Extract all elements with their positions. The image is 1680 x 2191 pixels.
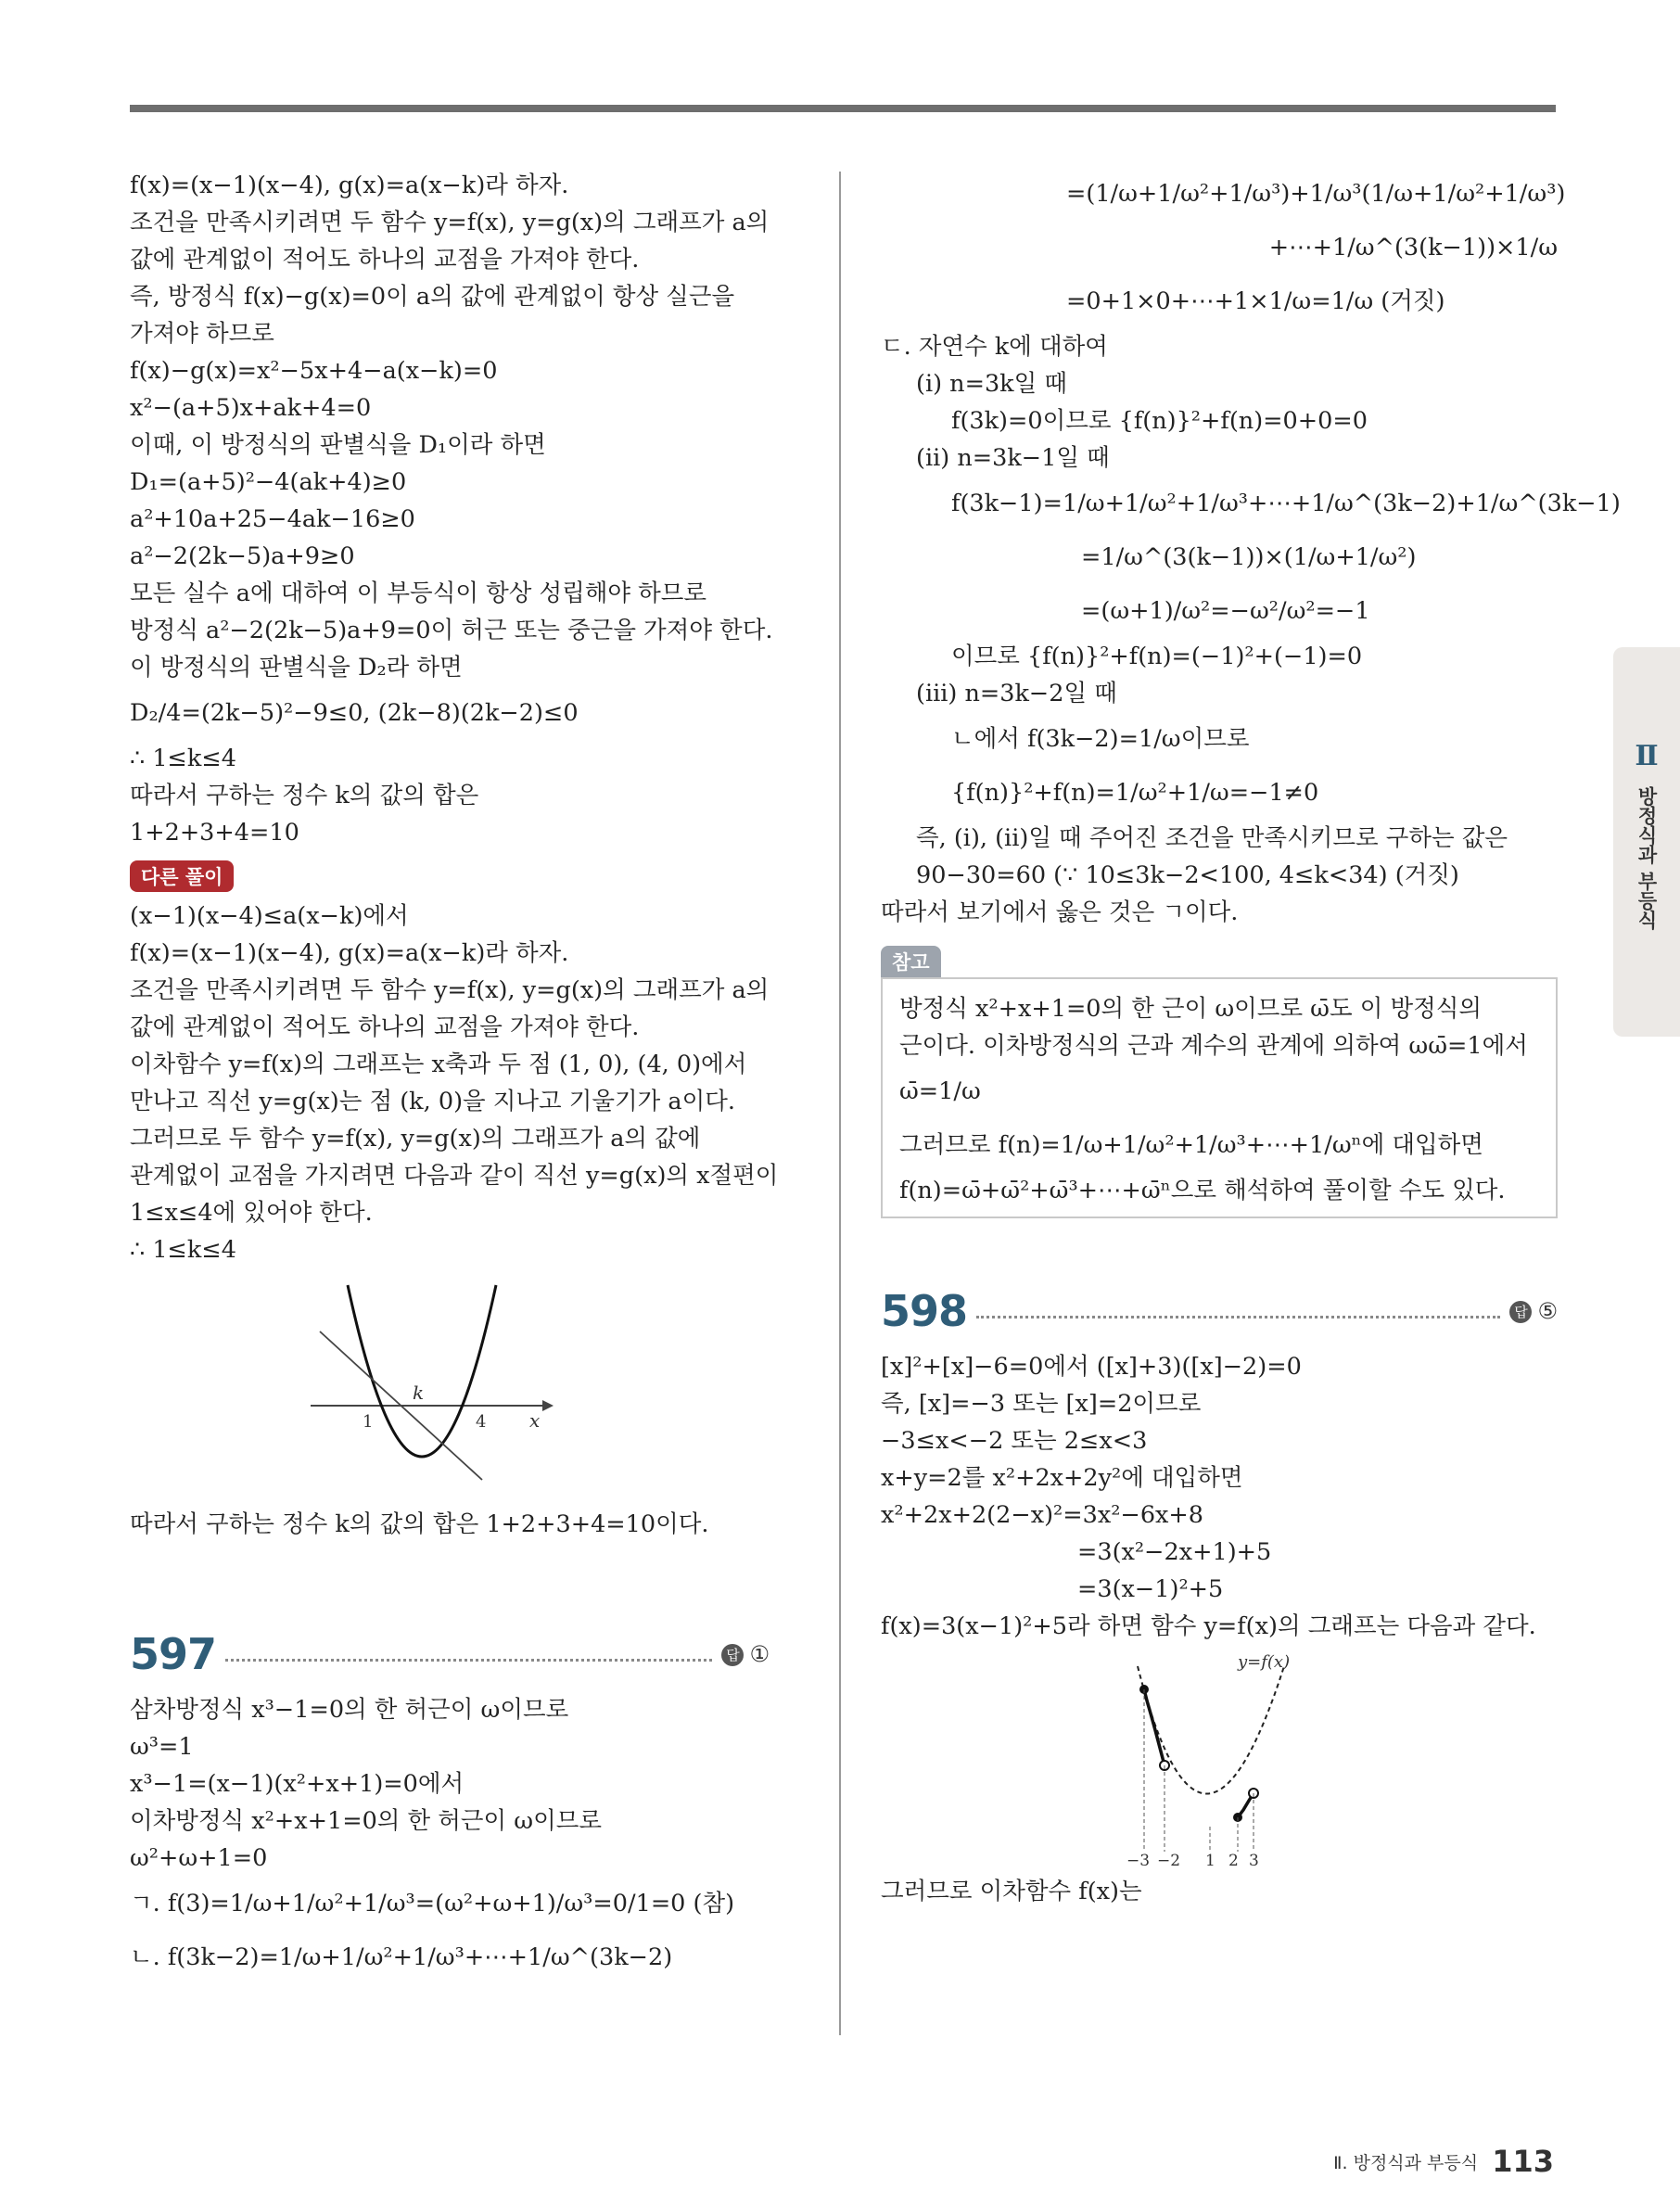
answer-label: 답 [1509, 1301, 1532, 1323]
note-badge: 참고 [881, 946, 941, 977]
equation-line: =0+1×0+⋯+1×1/ω=1/ω (거짓) [1066, 287, 1445, 315]
equation-line: ω³=1 [130, 1733, 194, 1761]
tick-label: −2 [1157, 1852, 1181, 1866]
label-1: 1 [363, 1412, 374, 1432]
text-line: 즉, (i), (ii)일 때 주어진 조건을 만족시키므로 구하는 값은 [916, 824, 1508, 852]
label-k: k [413, 1382, 425, 1404]
equation-line: a²+10a+25−4ak−16≥0 [130, 505, 415, 533]
text-line: 값에 관계없이 적어도 하나의 교점을 가져야 한다. [130, 1013, 640, 1041]
answer-mark [1509, 1298, 1558, 1324]
note-line: ω̄=1/ω [899, 1077, 981, 1105]
equation-line: ∴ 1≤k≤4 [130, 745, 236, 772]
right-column [881, 167, 1621, 1910]
answer-label: 답 [721, 1644, 744, 1666]
equation-line: =3(x²−2x+1)+5 [1077, 1538, 1272, 1566]
text-line: 그러므로 두 함수 y=f(x), y=g(x)의 그래프가 a의 값에 [130, 1125, 701, 1153]
text-line: 따라서 구하는 정수 k의 값의 합은 [130, 782, 479, 809]
equation-line: 이므로 {f(n)}²+f(n)=(−1)²+(−1)=0 [951, 643, 1363, 670]
conclusion-line: 따라서 구하는 정수 k의 값의 합은 1+2+3+4=10이다. [130, 1510, 709, 1538]
text-line: 따라서 보기에서 옳은 것은 ㄱ이다. [881, 898, 1239, 926]
label-x: x [529, 1409, 541, 1432]
text-line: 가져야 하므로 [130, 320, 274, 348]
equation-line: f(3k−1)=1/ω+1/ω²+1/ω³+⋯+1/ω^(3k−2)+1/ω^(3k−1) [951, 490, 1621, 517]
answer-value: ⑤ [1537, 1298, 1558, 1324]
label-4: 4 [476, 1412, 487, 1432]
equation-line: 1+2+3+4=10 [130, 819, 299, 847]
note-section [881, 946, 1558, 1218]
note-line: 그러므로 f(n)=1/ω+1/ω²+1/ω³+⋯+1/ωⁿ에 대입하면 [899, 1131, 1483, 1159]
text-line: (i) n=3k일 때 [916, 370, 1067, 398]
problem-header-597 [130, 1617, 770, 1691]
page-footer [1333, 2144, 1554, 2179]
tick-label: 1 [1205, 1852, 1215, 1866]
equation-line: ω²+ω+1=0 [130, 1844, 268, 1872]
text-line: x+y=2를 x²+2x+2y²에 대입하면 [881, 1464, 1243, 1492]
top-rule [130, 105, 1556, 112]
text-line: 관계없이 교점을 가지려면 다음과 같이 직선 y=g(x)의 x절편이 [130, 1162, 779, 1190]
note-box [881, 977, 1558, 1218]
note-line: 근이다. 이차방정식의 근과 계수의 관계에 의하여 ωω̄=1에서 [899, 1032, 1528, 1060]
equation-line: f(3k)=0이므로 {f(n)}²+f(n)=0+0=0 [951, 407, 1368, 435]
text-line: f(x)=(x−1)(x−4), g(x)=a(x−k)라 하자. [130, 172, 569, 199]
equation-line: =(1/ω+1/ω²+1/ω³)+1/ω³(1/ω+1/ω²+1/ω³) [1066, 180, 1566, 208]
text-line: 이차함수 y=f(x)의 그래프는 x축과 두 점 (1, 0), (4, 0)에서 [130, 1051, 747, 1078]
text-line: 이때, 이 방정식의 판별식을 D₁이라 하면 [130, 431, 546, 459]
text-line: 1≤x≤4에 있어야 한다. [130, 1199, 373, 1227]
spacer [881, 1218, 1558, 1274]
note-line: 방정식 x²+x+1=0의 한 근이 ω이므로 ω̄도 이 방정식의 [899, 995, 1482, 1023]
text-line: 이차방정식 x²+x+1=0의 한 허근이 ω이므로 [130, 1807, 602, 1835]
equation-line: D₂/4=(2k−5)²−9≤0, (2k−8)(2k−2)≤0 [130, 699, 579, 727]
dashed-parabola [1138, 1666, 1284, 1794]
problem-number: 597 [130, 1629, 217, 1679]
equation-line: a²−2(2k−5)a+9≥0 [130, 542, 355, 570]
equation-line: [x]²+[x]−6=0에서 ([x]+3)([x]−2)=0 [881, 1353, 1302, 1381]
chapter-side-tab [1613, 647, 1680, 1037]
alt-solution-badge: 다른 풀이 [130, 860, 234, 892]
text-line: f(x)=3(x−1)²+5라 하면 함수 y=f(x)의 그래프는 다음과 같다. [881, 1612, 1536, 1640]
equation-line: {f(n)}²+f(n)=1/ω²+1/ω=−1≠0 [951, 779, 1319, 807]
text-line: (iii) n=3k−2일 때 [916, 680, 1117, 707]
footer-section: Ⅱ. 방정식과 부등식 [1333, 2152, 1479, 2173]
tick-label: −3 [1126, 1852, 1151, 1866]
text-line: 만나고 직선 y=g(x)는 점 (k, 0)을 지나고 기울기가 a이다. [130, 1088, 735, 1115]
equation-line: −3≤x<−2 또는 2≤x<3 [881, 1427, 1148, 1455]
dotted-leader [225, 1659, 712, 1662]
text-line: 삼차방정식 x³−1=0의 한 허근이 ω이므로 [130, 1696, 569, 1724]
equation-line: ㄴ에서 f(3k−2)=1/ω이므로 [951, 725, 1250, 753]
text-line: 즉, [x]=−3 또는 [x]=2이므로 [881, 1390, 1202, 1418]
parabola-line-graph [311, 1276, 589, 1498]
left-column [130, 167, 779, 1984]
text-line: (x−1)(x−4)≤a(x−k)에서 [130, 902, 409, 930]
text-line: 조건을 만족시키려면 두 함수 y=f(x), y=g(x)의 그래프가 a의 [130, 209, 770, 236]
problem-header-598 [881, 1274, 1558, 1348]
equation-line: ㄱ. f(3)=1/ω+1/ω²+1/ω³=(ω²+ω+1)/ω³=0/1=0 (참) [130, 1890, 735, 1917]
chapter-title: 방정식과 부등식 [1635, 786, 1658, 930]
text-line: ㄷ. 자연수 k에 대하여 [881, 333, 1108, 361]
equation-line: D₁=(a+5)²−4(ak+4)≥0 [130, 468, 407, 496]
curve-label: y=f(x) [1238, 1652, 1291, 1672]
quadratic-graph [1099, 1652, 1340, 1866]
page-number: 113 [1492, 2144, 1554, 2179]
equation-line: x²−(a+5)x+ak+4=0 [130, 394, 372, 422]
equation-line: +⋯+1/ω^(3(k−1))×1/ω [1268, 234, 1558, 261]
column-divider [839, 172, 841, 2035]
problem-number: 598 [881, 1286, 968, 1336]
x-axis-arrow-icon [542, 1400, 554, 1411]
answer-mark [721, 1641, 770, 1667]
equation-line: =3(x−1)²+5 [1077, 1575, 1224, 1603]
spacer [130, 1543, 770, 1617]
text-line: 즉, 방정식 f(x)−g(x)=0이 a의 값에 관계없이 항상 실근을 [130, 283, 735, 311]
equation-line: x³−1=(x−1)(x²+x+1)=0에서 [130, 1770, 465, 1798]
text-line: (ii) n=3k−1일 때 [916, 444, 1110, 472]
tick-label: 2 [1228, 1852, 1239, 1866]
chapter-number: Ⅱ [1635, 740, 1659, 772]
text-line: 조건을 만족시키려면 두 함수 y=f(x), y=g(x)의 그래프가 a의 [130, 976, 770, 1004]
text-line: 값에 관계없이 적어도 하나의 교점을 가져야 한다. [130, 246, 640, 274]
text-line: 그러므로 이차함수 f(x)는 [881, 1878, 1142, 1905]
equation-line: ㄴ. f(3k−2)=1/ω+1/ω²+1/ω³+⋯+1/ω^(3k−2) [130, 1943, 673, 1971]
tick-label: 3 [1249, 1852, 1259, 1866]
text-line: 방정식 a²−2(2k−5)a+9=0이 허근 또는 중근을 가져야 한다. [130, 617, 773, 644]
note-line: f(n)=ω̄+ω̄²+ω̄³+⋯+ω̄ⁿ으로 해석하여 풀이할 수도 있다. [899, 1177, 1506, 1204]
text-line: 모든 실수 a에 대하여 이 부등식이 항상 성립해야 하므로 [130, 580, 706, 607]
equation-line: x²+2x+2(2−x)²=3x²−6x+8 [881, 1501, 1204, 1529]
equation-line: =(ω+1)/ω²=−ω²/ω²=−1 [1081, 597, 1370, 625]
answer-value: ① [749, 1641, 770, 1667]
equation-line: =1/ω^(3(k−1))×(1/ω+1/ω²) [1081, 543, 1417, 571]
text-line: f(x)=(x−1)(x−4), g(x)=a(x−k)라 하자. [130, 939, 569, 967]
dotted-leader [976, 1316, 1500, 1318]
equation-line: ∴ 1≤k≤4 [130, 1236, 236, 1264]
text-line: 90−30=60 (∵ 10≤3k−2<100, 4≤k<34) (거짓) [916, 861, 1459, 889]
solid-segment-left [1144, 1689, 1165, 1765]
equation-line: f(x)−g(x)=x²−5x+4−a(x−k)=0 [130, 357, 498, 385]
text-line: 이 방정식의 판별식을 D₂라 하면 [130, 654, 463, 682]
